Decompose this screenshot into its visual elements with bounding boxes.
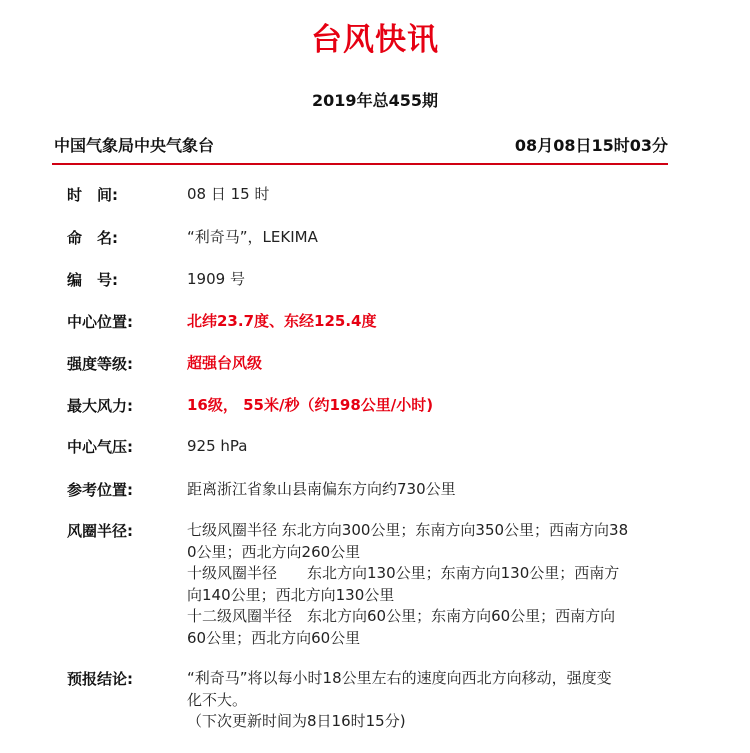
number-value: 1909 号 bbox=[187, 270, 245, 288]
publish-datetime: 08月08日15时03分 bbox=[514, 136, 668, 155]
number-label: 编 号: bbox=[67, 271, 118, 289]
max-wind-value: 16级， 55米/秒（约198公里/小时) bbox=[187, 396, 434, 414]
reference-position-value: 距离浙江省象山县南偏东方向约730公里 bbox=[187, 480, 456, 498]
intensity-value: 超强台风级 bbox=[187, 354, 263, 372]
wind-radius-line: 0公里；西北方向260公里 bbox=[187, 542, 361, 561]
agency-name: 中国气象局中央气象台 bbox=[54, 136, 215, 155]
wind-radius-line: 向140公里；西北方向130公里 bbox=[187, 585, 395, 604]
name-label: 命 名: bbox=[67, 229, 118, 247]
forecast-line: （下次更新时间为8日16时15分) bbox=[187, 712, 406, 730]
wind-radius-line: 60公里；西北方向60公里 bbox=[187, 628, 361, 647]
center-position-value: 北纬23.7度、东经125.4度 bbox=[187, 312, 377, 330]
center-position-label: 中心位置: bbox=[67, 313, 133, 331]
issue-number: 2019年总455期 bbox=[312, 91, 438, 110]
time-value: 08 日 15 时 bbox=[187, 185, 270, 203]
wind-radius-label: 风圈半径: bbox=[67, 522, 133, 540]
time-label: 时 间: bbox=[67, 186, 118, 204]
name-value: “利奇马”，LEKIMA bbox=[187, 228, 318, 246]
forecast-line: 化不大。 bbox=[187, 690, 248, 709]
page-title: 台风快讯 bbox=[311, 22, 439, 58]
wind-radius-line: 十级风圈半径 东北方向130公里；东南方向130公里；西南方 bbox=[187, 564, 620, 582]
reference-position-label: 参考位置: bbox=[67, 481, 133, 499]
wind-radius-value bbox=[187, 520, 662, 649]
pressure-value: 925 hPa bbox=[187, 437, 248, 455]
max-wind-label: 最大风力: bbox=[67, 397, 133, 415]
pressure-label: 中心气压: bbox=[67, 438, 133, 456]
wind-radius-line: 十二级风圈半径 东北方向60公里；东南方向60公里；西南方向 bbox=[187, 607, 616, 625]
intensity-label: 强度等级: bbox=[67, 355, 133, 373]
forecast-value bbox=[187, 668, 662, 733]
forecast-line: “利奇马”将以每小时18公里左右的速度向西北方向移动，强度变 bbox=[187, 669, 612, 687]
forecast-label: 预报结论: bbox=[67, 670, 133, 688]
wind-radius-line: 七级风圈半径 东北方向300公里；东南方向350公里；西南方向38 bbox=[187, 521, 629, 539]
header-divider bbox=[52, 163, 668, 165]
